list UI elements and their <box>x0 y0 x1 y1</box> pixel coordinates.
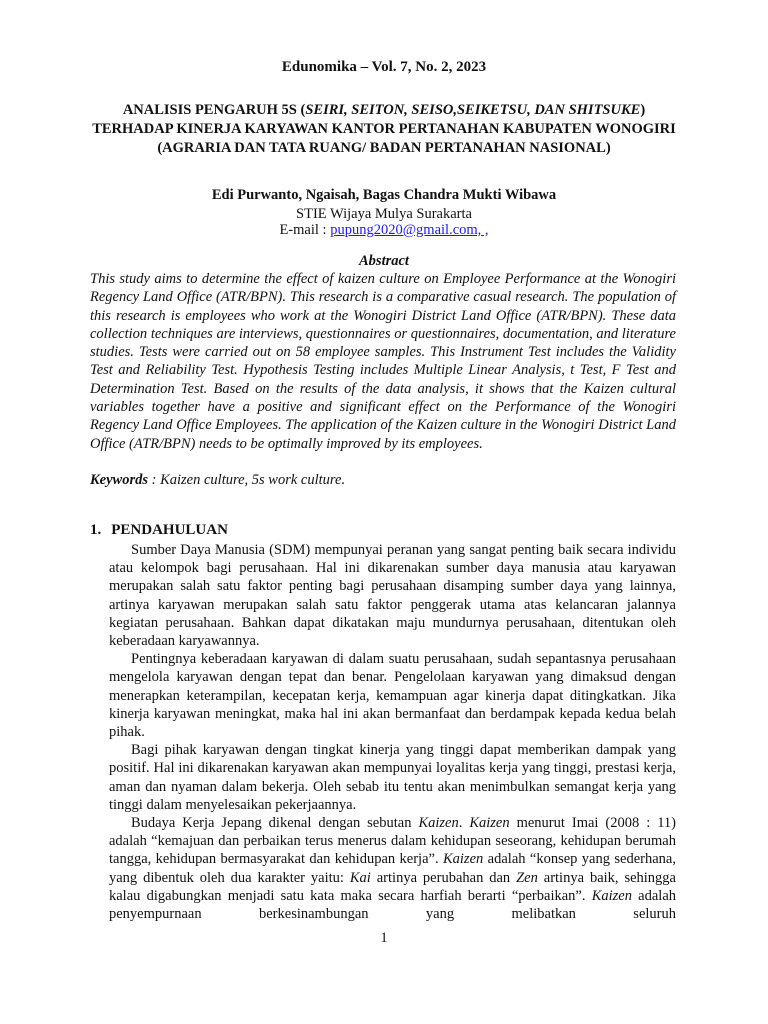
title-part-2: ) TERHADAP KINERJA KARYAWAN KANTOR PERTANAHAN KABUPATEN WONOGIRI (AGRARIA DAN TATA RUANG/ BADAN PERTANAHAN NASIONAL) <box>92 102 676 156</box>
keywords <box>90 472 676 489</box>
title-italic: SEIRI, SEITON, SEISO,SEIKETSU, DAN SHITSUKE <box>305 102 641 118</box>
section-title: PENDAHULUAN <box>111 522 228 538</box>
paragraph-2: Pentingnya keberadaan karyawan di dalam suatu perusahaan, sudah sepantasnya perusahaan mengelola karyawan dengan tepat dan benar. Pengelolaan karyawan yang dimaksud dengan menerapkan keterampilan, kecepatan kerja, kemampuan agar kinerja dapat ditingkatkan. Jika kinerja karyawan meningkat, maka hal ini akan bermanfaat dan berdampak kepada kedua belah pihak. <box>109 651 676 741</box>
title-part-1: ANALISIS PENGARUH 5S ( <box>122 102 306 118</box>
page-number: 1 <box>380 930 388 946</box>
email-label: E-mail : <box>279 222 331 238</box>
affiliation: STIE Wijaya Mulya Surakarta <box>296 206 472 222</box>
keywords-text: : Kaizen culture, 5s work culture. <box>148 472 346 488</box>
keywords-label: Keywords <box>90 472 148 488</box>
section-heading <box>90 522 228 539</box>
section-number: 1. <box>90 522 102 538</box>
abstract-heading: Abstract <box>359 253 409 269</box>
paragraph-3: Bagi pihak karyawan dengan tingkat kinerja yang tinggi dapat memberikan dampak yang positif. Hal ini dikarenakan karyawan akan mempunyai loyalitas kerja yang tinggi, prestasi kerja, aman dan nyaman dalam bekerja. Oleh sebab itu tentu akan menimbulkan semangat kerja yang tinggi dalam menyelesaikan pekerjaannya. <box>109 742 676 813</box>
authors: Edi Purwanto, Ngaisah, Bagas Chandra Mukti Wibawa <box>211 187 557 203</box>
abstract-text: This study aims to determine the effect of kaizen culture on Employee Performance at the Wonogiri Regency Land Office (ATR/BPN). This research is a comparative casual research. The population of this research is employees who work at the Wonogiri District Land Office (ATR/BPN). These data collection techniques are interviews, questionnaires or questionnaires, documentation, and literature studies. Tests were carried out on 58 employee samples. This Instrument Test includes the Validity Test and Reliability Test. Hypothesis Testing includes Multiple Linear Analysis, t Test, F Test and Determination Test. Based on the results of the data analysis, it shows that the Kaizen cultural variables together have a positive and significant effect on the Performance of the Wonogiri Regency Land Office Employees. The application of the Kaizen culture in the Wonogiri District Land Office (ATR/BPN) needs to be optimally improved by its employees. <box>90 271 676 452</box>
email-line <box>0 222 768 239</box>
journal-header: Edunomika – Vol. 7, No. 2, 2023 <box>281 59 487 75</box>
paragraph-1: Sumber Daya Manusia (SDM) mempunyai peranan yang sangat penting baik secara individu atau kelompok bagi perusahaan. Hal ini dikarenakan sumber daya manusia atau karyawan merupakan salah satu faktor penting bagi perusahaan disamping sumber daya yang lainnya, artinya karyawan merupakan salah satu faktor penggerak utama atas kelancaran jalannya kegiatan perusahaan. Bahkan dapat dikatakan maju mundurnya perusahaan, ditentukan oleh keberadaan karyawannya. <box>109 542 676 650</box>
paper-title <box>90 101 678 158</box>
section-body <box>109 541 676 923</box>
email-link[interactable]: pupung2020@gmail.com, , <box>330 222 489 238</box>
paragraph-4: Budaya Kerja Jepang dikenal dengan sebutan Kaizen. Kaizen menurut Imai (2008 : 11) adalah “kemajuan dan perbaikan terus menerus dalam kehidupan seseorang, kehidupan berumah tangga, kehidupan bermasyarakat dan kehidupan kerja”. Kaizen adalah “konsep yang sederhana, yang dibentuk oleh dua karakter yaitu: Kai artinya perubahan dan Zen artinya baik, sehingga kalau digabungkan menjadi satu kata maka secara harfiah berarti “perbaikan”. Kaizen adalah penyempurnaan berkesinambungan yang melibatkan seluruh <box>109 815 677 923</box>
